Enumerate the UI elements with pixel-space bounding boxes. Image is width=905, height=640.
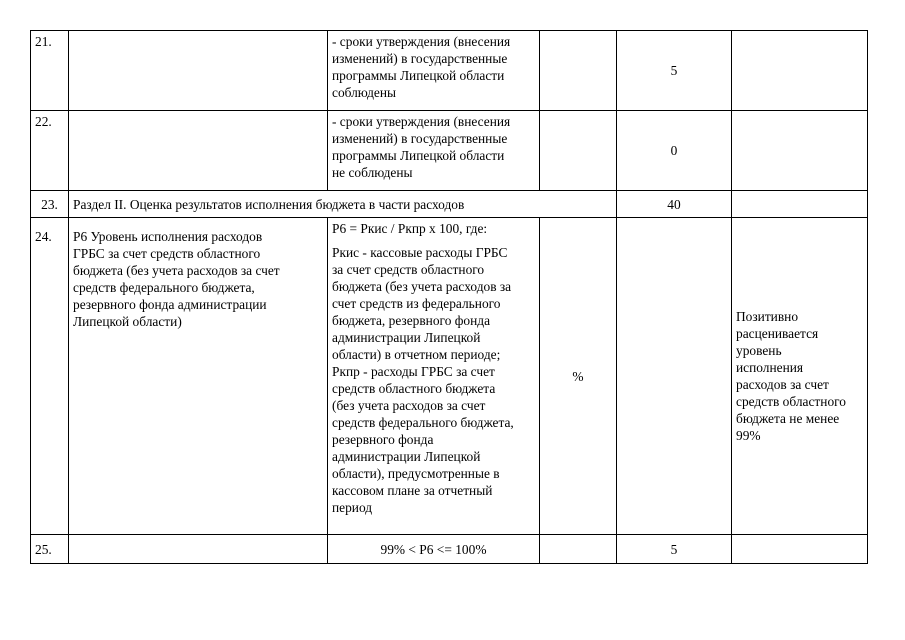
unit-cell xyxy=(540,535,617,564)
score-cell: 5 xyxy=(617,31,732,111)
unit-cell xyxy=(540,111,617,191)
note-cell xyxy=(732,111,868,191)
unit-cell: % xyxy=(540,218,617,535)
formula-cell: 99% < Р6 <= 100% xyxy=(328,535,540,564)
indicator-cell: Р6 Уровень исполнения расходов ГРБС за счет средств областного бюджета (без учета расходов за счет средств федерального бюджета, резервного фонда администрации Липецкой области) xyxy=(69,218,328,535)
row-number: 23. xyxy=(31,191,69,218)
score-cell: 5 xyxy=(617,535,732,564)
note-cell xyxy=(732,191,868,218)
criteria-table xyxy=(30,30,868,564)
formula-cell: - сроки утверждения (внесения изменений) в государственные программы Липецкой области соблюдены xyxy=(328,31,540,111)
table-row xyxy=(31,31,868,111)
section-title: Раздел II. Оценка результатов исполнения бюджета в части расходов xyxy=(69,191,617,218)
formula-definition: Р6 = Ркис / Ркпр х 100, где: xyxy=(332,221,488,236)
note-cell xyxy=(732,535,868,564)
unit-cell xyxy=(540,31,617,111)
indicator-cell xyxy=(69,111,328,191)
indicator-cell xyxy=(69,31,328,111)
row-number: 25. xyxy=(31,535,69,564)
spacer xyxy=(332,237,535,244)
row-number: 22. xyxy=(31,111,69,191)
formula-cell xyxy=(328,218,540,535)
indicator-cell xyxy=(69,535,328,564)
row-number: 24. xyxy=(31,218,69,535)
formula-cell: - сроки утверждения (внесения изменений) в государственные программы Липецкой области не соблюдены xyxy=(328,111,540,191)
formula-explanation: Ркис - кассовые расходы ГРБС за счет средств областного бюджета (без учета расходов за счет средств из федерального бюджета, резервного фонда администрации Липецкой области) в отчетном периоде; Ркпр - расходы ГРБС за счет средств областного бюджета (без учета расходов за счет средств федерального бюджета, резервного фонда администрации Липецкой области), предусмотренные в кассовом плане за отчетный период xyxy=(332,245,514,515)
note-cell xyxy=(732,31,868,111)
score-cell: 0 xyxy=(617,111,732,191)
table-row xyxy=(31,535,868,564)
score-cell xyxy=(617,218,732,535)
note-cell: Позитивно расценивается уровень исполнения расходов за счет средств областного бюджета не менее 99% xyxy=(732,218,868,535)
table-row xyxy=(31,218,868,535)
table-row xyxy=(31,191,868,218)
table-row xyxy=(31,111,868,191)
row-number: 21. xyxy=(31,31,69,111)
score-cell: 40 xyxy=(617,191,732,218)
